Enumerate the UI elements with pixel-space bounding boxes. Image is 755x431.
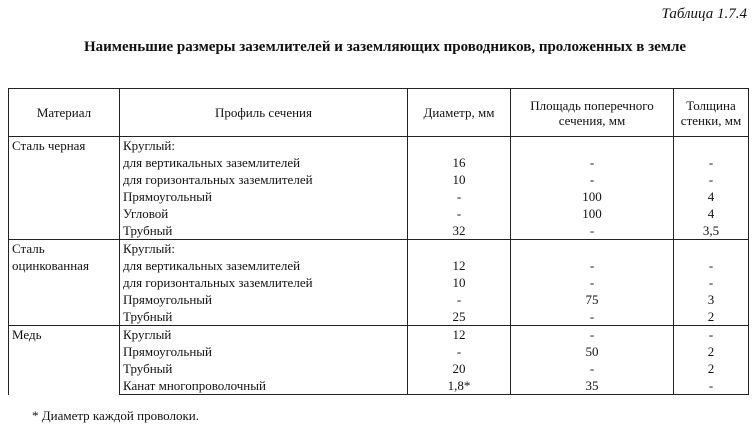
thickness-cell: 4 — [674, 188, 749, 205]
table-row — [9, 377, 749, 395]
diameter-cell: 16 — [408, 154, 511, 171]
header-row — [9, 89, 749, 137]
profile-cell: Канат многопроволочный — [120, 377, 408, 395]
profile-cell: Круглый — [120, 326, 408, 344]
area-cell — [511, 137, 674, 155]
profile-cell: Прямоугольный — [120, 343, 408, 360]
footnote: * Диаметр каждой проволоки. — [32, 408, 199, 423]
profile-cell: для горизонтальных заземлителей — [120, 274, 408, 291]
area-cell — [511, 240, 674, 258]
profile-cell: Прямоугольный — [120, 291, 408, 308]
profile-cell: Трубный — [120, 308, 408, 326]
table-number-label: Таблица 1.7.4 — [661, 6, 747, 22]
thickness-cell: - — [674, 377, 749, 395]
table-row — [9, 222, 749, 240]
thickness-cell: - — [674, 274, 749, 291]
table-row — [9, 257, 749, 274]
diameter-cell — [408, 137, 511, 155]
table-row — [9, 326, 749, 344]
diameter-cell: 12 — [408, 257, 511, 274]
header-thickness: Толщина стенки, мм — [674, 89, 749, 137]
area-cell: 100 — [511, 205, 674, 222]
table-row — [9, 205, 749, 222]
table-title: Наименьшие размеры заземлителей и заземляющих проводников, проложенных в земле — [83, 39, 687, 55]
thickness-cell — [674, 240, 749, 258]
diameter-cell: 1,8* — [408, 377, 511, 395]
profile-cell: Угловой — [120, 205, 408, 222]
area-cell: 75 — [511, 291, 674, 308]
table-row — [9, 308, 749, 326]
table-row — [9, 274, 749, 291]
thickness-cell: 2 — [674, 360, 749, 377]
diameter-cell: 12 — [408, 326, 511, 344]
area-cell: - — [511, 222, 674, 240]
sizes-table — [8, 88, 749, 395]
header-diameter: Диаметр, мм — [408, 89, 511, 137]
area-cell: - — [511, 360, 674, 377]
thickness-cell: 3 — [674, 291, 749, 308]
diameter-cell: - — [408, 291, 511, 308]
profile-cell: Круглый: — [120, 240, 408, 258]
diameter-cell: 25 — [408, 308, 511, 326]
area-cell: - — [511, 171, 674, 188]
profile-cell: для вертикальных заземлителей — [120, 257, 408, 274]
thickness-cell: 4 — [674, 205, 749, 222]
table-body — [9, 137, 749, 395]
table-row — [9, 188, 749, 205]
table-row — [9, 137, 749, 155]
table-row — [9, 360, 749, 377]
area-cell: 100 — [511, 188, 674, 205]
thickness-cell: - — [674, 171, 749, 188]
thickness-cell: 3,5 — [674, 222, 749, 240]
material-cell: Сталь оцинкованная — [9, 240, 120, 326]
diameter-cell: 20 — [408, 360, 511, 377]
diameter-cell: - — [408, 343, 511, 360]
area-cell: 35 — [511, 377, 674, 395]
area-cell: - — [511, 257, 674, 274]
table-row — [9, 154, 749, 171]
area-cell: - — [511, 308, 674, 326]
thickness-cell: - — [674, 154, 749, 171]
diameter-cell: 32 — [408, 222, 511, 240]
header-material: Материал — [9, 89, 120, 137]
thickness-cell: 2 — [674, 343, 749, 360]
area-cell: - — [511, 154, 674, 171]
table-row — [9, 171, 749, 188]
table-row — [9, 291, 749, 308]
profile-cell: Трубный — [120, 360, 408, 377]
thickness-cell: - — [674, 257, 749, 274]
diameter-cell: 10 — [408, 274, 511, 291]
header-profile: Профиль сечения — [120, 89, 408, 137]
material-cell: Сталь черная — [9, 137, 120, 240]
area-cell: 50 — [511, 343, 674, 360]
area-cell: - — [511, 274, 674, 291]
thickness-cell: 2 — [674, 308, 749, 326]
header-area: Площадь поперечного сечения, мм — [511, 89, 674, 137]
diameter-cell: - — [408, 188, 511, 205]
area-cell: - — [511, 326, 674, 344]
material-cell: Медь — [9, 326, 120, 395]
diameter-cell: - — [408, 205, 511, 222]
profile-cell: Круглый: — [120, 137, 408, 155]
profile-cell: для вертикальных заземлителей — [120, 154, 408, 171]
thickness-cell — [674, 137, 749, 155]
profile-cell: Трубный — [120, 222, 408, 240]
profile-cell: для горизонтальных заземлителей — [120, 171, 408, 188]
thickness-cell: - — [674, 326, 749, 344]
diameter-cell — [408, 240, 511, 258]
table-row — [9, 343, 749, 360]
profile-cell: Прямоугольный — [120, 188, 408, 205]
diameter-cell: 10 — [408, 171, 511, 188]
table-row — [9, 240, 749, 258]
